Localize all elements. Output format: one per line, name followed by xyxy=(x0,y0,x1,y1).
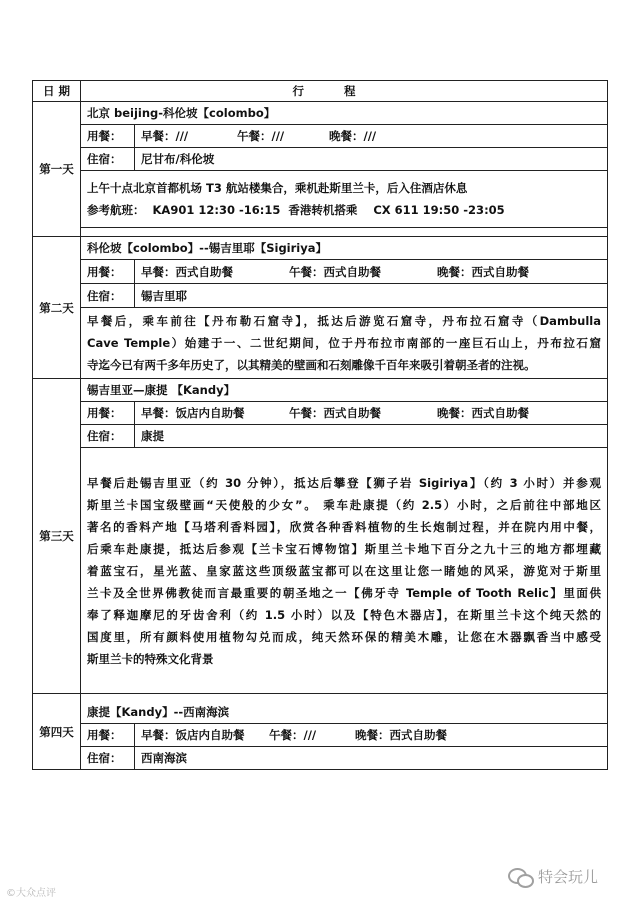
day2-desc-line: 寺迄今已有两千多年历史了，以其精美的壁画和石刻雕像千百年来吸引着朝圣者的注视。 xyxy=(87,358,536,372)
day3-stay-label: 住宿： xyxy=(81,425,135,448)
day3-desc-line: 着蓝宝石，星光蓝、皇家蓝这些顶级蓝宝都可以在这里让您一睹她的风采，游览对于斯里 xyxy=(87,564,601,578)
day2-stay-label: 住宿： xyxy=(81,284,135,308)
day1-route-row xyxy=(33,102,608,125)
day2-desc xyxy=(81,308,608,379)
day3-desc-line: 斯里兰卡国宝级壁画“天使般的少女”。 乘车赴康提（约 2.5）小时，之后前往中部地区 xyxy=(87,498,601,512)
day2-lunch: 午餐：西式自助餐 xyxy=(289,264,381,279)
day4-dinner: 晚餐：西式自助餐 xyxy=(355,728,447,742)
day4-label: 第四天 xyxy=(33,694,81,770)
day3-dinner: 晚餐：西式自助餐 xyxy=(437,406,529,420)
day2-desc-line: 早餐后，乘车前往【丹布勒石窟寺】，抵达后游览石窟寺，丹布拉石窟寺（Dambulla xyxy=(87,314,601,328)
day2-route: 科伦坡【colombo】--锡吉里耶【Sigiriya】 xyxy=(81,237,608,260)
day3-route: 锡吉里亚—康提 【Kandy】 xyxy=(81,379,608,402)
day1-stay-label: 住宿： xyxy=(81,148,135,171)
day3-desc-line: 奉了释迦摩尼的牙齿舍利（约 1.5 小时）以及【特色木器店】，在斯里兰卡这个纯天然的 xyxy=(87,608,601,622)
day2-dinner: 晚餐：西式自助餐 xyxy=(437,264,529,279)
day1-spacer-row xyxy=(33,228,608,237)
day1-stay: 尼甘布/科伦坡 xyxy=(135,148,608,171)
date-header: 日 期 xyxy=(33,81,81,102)
day1-route: 北京 beijing-科伦坡【colombo】 xyxy=(81,102,608,125)
day2-route-row xyxy=(33,237,608,260)
itinerary-header: 行程 xyxy=(81,81,608,102)
day3-breakfast: 早餐：饭店内自助餐 xyxy=(141,406,245,420)
day4-meals-row xyxy=(33,724,608,747)
day1-desc-row xyxy=(33,171,608,228)
day3-desc-line: 兰卡及全世界佛教徒而言最重要的朝圣地之一【佛牙寺 Temple of Tooth Relic】里面供 xyxy=(87,586,601,600)
day3-desc-line: 早餐后赴锡吉里亚（约 30 分钟），抵达后攀登【狮子岩 Sigiriya】（约 3 小时）并参观 xyxy=(87,476,601,490)
header-row xyxy=(33,81,608,102)
day4-meals-label: 用餐： xyxy=(81,724,135,747)
day3-desc-line: 斯里兰卡的特殊文化背景 xyxy=(87,652,214,666)
day1-breakfast: 早餐：/// xyxy=(141,129,189,143)
day1-stay-row xyxy=(33,148,608,171)
day4-route-row xyxy=(33,694,608,724)
day3-desc-line: 国度里，所有颜料使用植物勾兑而成，纯天然环保的精美木雕，让您在木器飘香当中感受 xyxy=(87,630,601,644)
day2-label: 第二天 xyxy=(33,237,81,379)
day1-lunch: 午餐：/// xyxy=(237,129,285,143)
day1-label: 第一天 xyxy=(33,102,81,237)
day4-lunch: 午餐：/// xyxy=(269,728,317,742)
watermark-right-text: 特会玩儿 xyxy=(538,868,599,886)
day4-stay-row xyxy=(33,747,608,770)
day1-spacer xyxy=(81,228,608,237)
day2-desc-line: Cave Temple）始建于一、二世纪期间，位于丹布拉市南部的一座巨石山上，丹布拉石窟 xyxy=(87,336,601,350)
day3-label: 第三天 xyxy=(33,379,81,694)
day3-route-row xyxy=(33,379,608,402)
day2-desc-row xyxy=(33,308,608,379)
day3-meals xyxy=(135,402,608,425)
day1-flight2: CX 611 19:50 -23:05 xyxy=(373,203,505,217)
day3-lunch: 午餐：西式自助餐 xyxy=(289,406,381,420)
day2-breakfast: 早餐：西式自助餐 xyxy=(141,264,233,279)
day1-meals xyxy=(135,125,608,148)
day4-stay: 西南海滨 xyxy=(135,747,608,770)
day1-meals-label: 用餐： xyxy=(81,125,135,148)
day1-flight-label: 参考航班： xyxy=(87,203,145,217)
day1-meals-row xyxy=(33,125,608,148)
day1-desc xyxy=(81,171,608,228)
day1-flight-transfer: 香港转机搭乘 xyxy=(288,203,358,217)
day1-flight1: KA901 12:30 -16:15 xyxy=(152,203,281,217)
day4-meals xyxy=(135,724,608,747)
day4-breakfast: 早餐：饭店内自助餐 xyxy=(141,728,245,742)
day3-desc-line: 著名的香料产地【马塔利香料园】，欣赏各种香料植物的生长炮制过程，并在院内用中餐， xyxy=(87,520,601,534)
day1-desc-line: 上午十点北京首都机场 T3 航站楼集合，乘机赴斯里兰卡，后入住酒店休息 xyxy=(87,181,468,195)
day2-meals-label: 用餐： xyxy=(81,260,135,284)
day3-desc xyxy=(81,448,608,694)
day2-meals-row xyxy=(33,260,608,284)
day3-stay-row xyxy=(33,425,608,448)
day3-desc-row xyxy=(33,448,608,694)
day4-route: 康提【Kandy】--西南海滨 xyxy=(81,694,608,724)
wechat-icon xyxy=(508,868,532,886)
watermark-left: ©大众点评 xyxy=(6,888,56,899)
day3-meals-row xyxy=(33,402,608,425)
day1-flight-line xyxy=(87,199,601,221)
day2-stay-row xyxy=(33,284,608,308)
day3-meals-label: 用餐： xyxy=(81,402,135,425)
itinerary-table xyxy=(32,80,608,770)
day4-stay-label: 住宿： xyxy=(81,747,135,770)
day2-meals xyxy=(135,260,608,284)
day2-stay: 锡吉里耶 xyxy=(135,284,608,308)
day3-stay: 康提 xyxy=(135,425,608,448)
watermark-right xyxy=(508,866,598,887)
day3-desc-line: 后乘车赴康提，抵达后参观【兰卡宝石博物馆】斯里兰卡地下百分之九十三的地方都埋藏 xyxy=(87,542,601,556)
day1-dinner: 晚餐：/// xyxy=(329,129,377,143)
